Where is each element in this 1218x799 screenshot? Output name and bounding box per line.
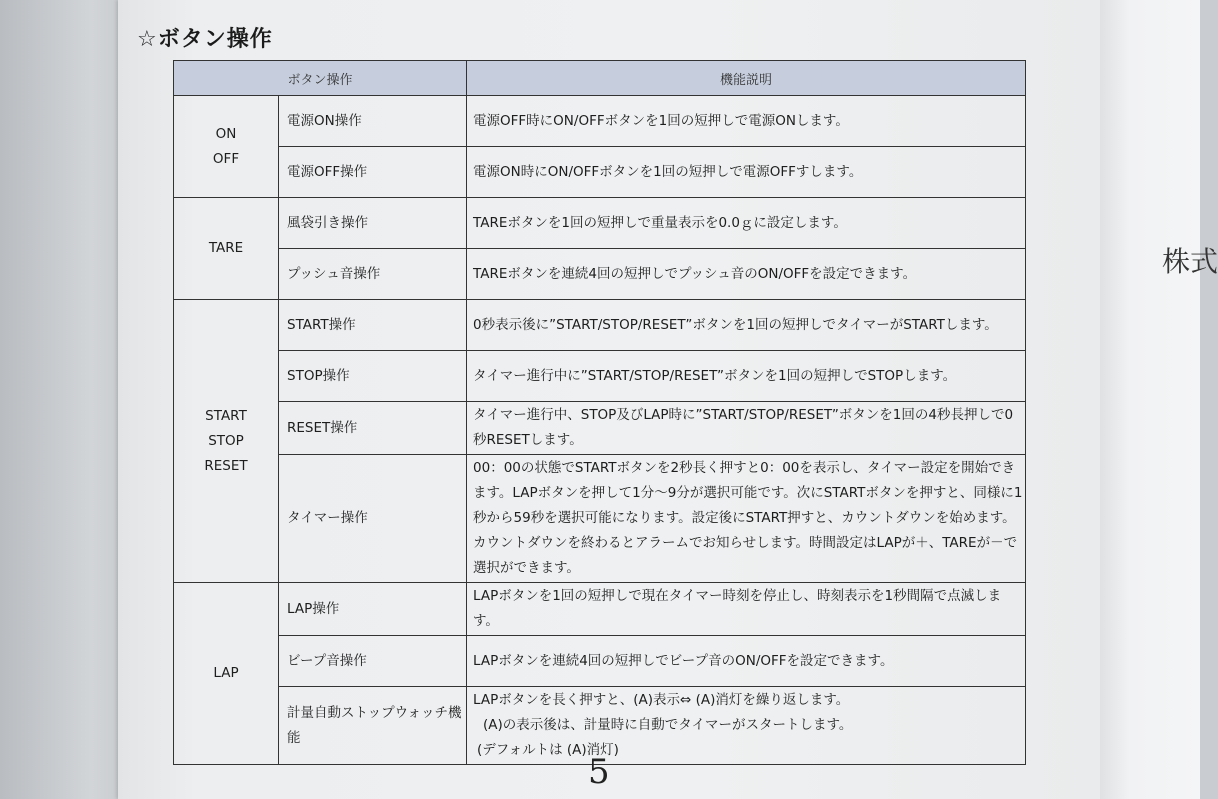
facing-page-text: 株式 <box>1162 245 1218 278</box>
description-line: (デフォルトは (A)消灯) <box>477 742 619 758</box>
facing-page <box>1100 0 1218 799</box>
group-label: STOP <box>208 432 244 449</box>
group-label: RESET <box>204 457 248 474</box>
table-row <box>174 402 1026 455</box>
operation-name: 計量自動ストップウォッチ機能 <box>279 687 467 765</box>
table-row <box>174 300 1026 351</box>
table-row <box>174 147 1026 198</box>
page-number: 5 <box>588 752 610 792</box>
group-label: OFF <box>212 150 240 167</box>
group-onoff <box>174 96 279 198</box>
operation-description: LAPボタンを1回の短押しで現在タイマー時刻を停止し、時刻表示を1秒間隔で点滅します。 <box>467 583 1026 636</box>
table-row <box>174 636 1026 687</box>
description-line: (A)の表示後は、計量時に自動でタイマーがスタートします。 <box>483 717 853 733</box>
operation-description: 0秒表示後に”START/STOP/RESET”ボタンを1回の短押しでタイマーがSTARTします。 <box>467 300 1026 351</box>
operation-name: STOP操作 <box>279 351 467 402</box>
group-tare <box>174 198 279 300</box>
table-row <box>174 351 1026 402</box>
operation-name: 電源OFF操作 <box>279 147 467 198</box>
table-row <box>174 96 1026 147</box>
group-label: START <box>205 407 247 424</box>
group-start-stop-reset <box>174 300 279 583</box>
header-button-operation: ボタン操作 <box>174 61 467 96</box>
group-lap <box>174 583 279 765</box>
operation-name: 電源ON操作 <box>279 96 467 147</box>
operation-description: タイマー進行中に”START/STOP/RESET”ボタンを1回の短押しでSTOPします。 <box>467 351 1026 402</box>
operation-description: TAREボタンを連続4回の短押しでプッシュ音のON/OFFを設定できます。 <box>467 249 1026 300</box>
operation-description: タイマー進行中、STOP及びLAP時に”START/STOP/RESET”ボタンを1回の4秒長押しで0秒RESETします。 <box>467 402 1026 455</box>
header-function-description: 機能説明 <box>467 61 1026 96</box>
group-label: TARE <box>208 240 244 256</box>
table-row <box>174 198 1026 249</box>
desk-background <box>0 0 130 799</box>
operation-description <box>467 687 1026 765</box>
operation-description: TAREボタンを1回の短押しで重量表示を0.0ｇに設定します。 <box>467 198 1026 249</box>
operation-name: プッシュ音操作 <box>279 249 467 300</box>
operation-name: START操作 <box>279 300 467 351</box>
operation-description: 電源OFF時にON/OFFボタンを1回の短押しで電源ONします。 <box>467 96 1026 147</box>
operation-name: タイマー操作 <box>279 455 467 583</box>
group-label: ON <box>215 125 237 142</box>
description-line: LAPボタンを長く押すと、(A)表示⇔ (A)消灯を繰り返します。 <box>473 692 850 708</box>
table-header-row <box>174 61 1026 96</box>
section-heading: ☆ボタン操作 <box>137 27 273 52</box>
table-row <box>174 455 1026 583</box>
operation-description: 電源ON時にON/OFFボタンを1回の短押しで電源OFFすします。 <box>467 147 1026 198</box>
group-label: LAP <box>213 665 239 681</box>
table-row <box>174 583 1026 636</box>
button-operation-table <box>173 60 1026 765</box>
operation-name: ビープ音操作 <box>279 636 467 687</box>
operation-description: 00：00の状態でSTARTボタンを2秒長く押すと0：00を表示し、タイマー設定を開始できます。LAPボタンを押して1分～9分が選択可能です。次にSTARTボタンを押すと、同様に1秒から59秒を選択可能になります。設定後にSTART押すと、カウントダウンを始めます。カウントダウンを終わるとアラームでお知らせします。時間設定はLAPが＋、TAREが－で選択ができます。 <box>467 455 1026 583</box>
table-row <box>174 249 1026 300</box>
operation-name: 風袋引き操作 <box>279 198 467 249</box>
operation-name: RESET操作 <box>279 402 467 455</box>
operation-description: LAPボタンを連続4回の短押しでビープ音のON/OFFを設定できます。 <box>467 636 1026 687</box>
operation-name: LAP操作 <box>279 583 467 636</box>
